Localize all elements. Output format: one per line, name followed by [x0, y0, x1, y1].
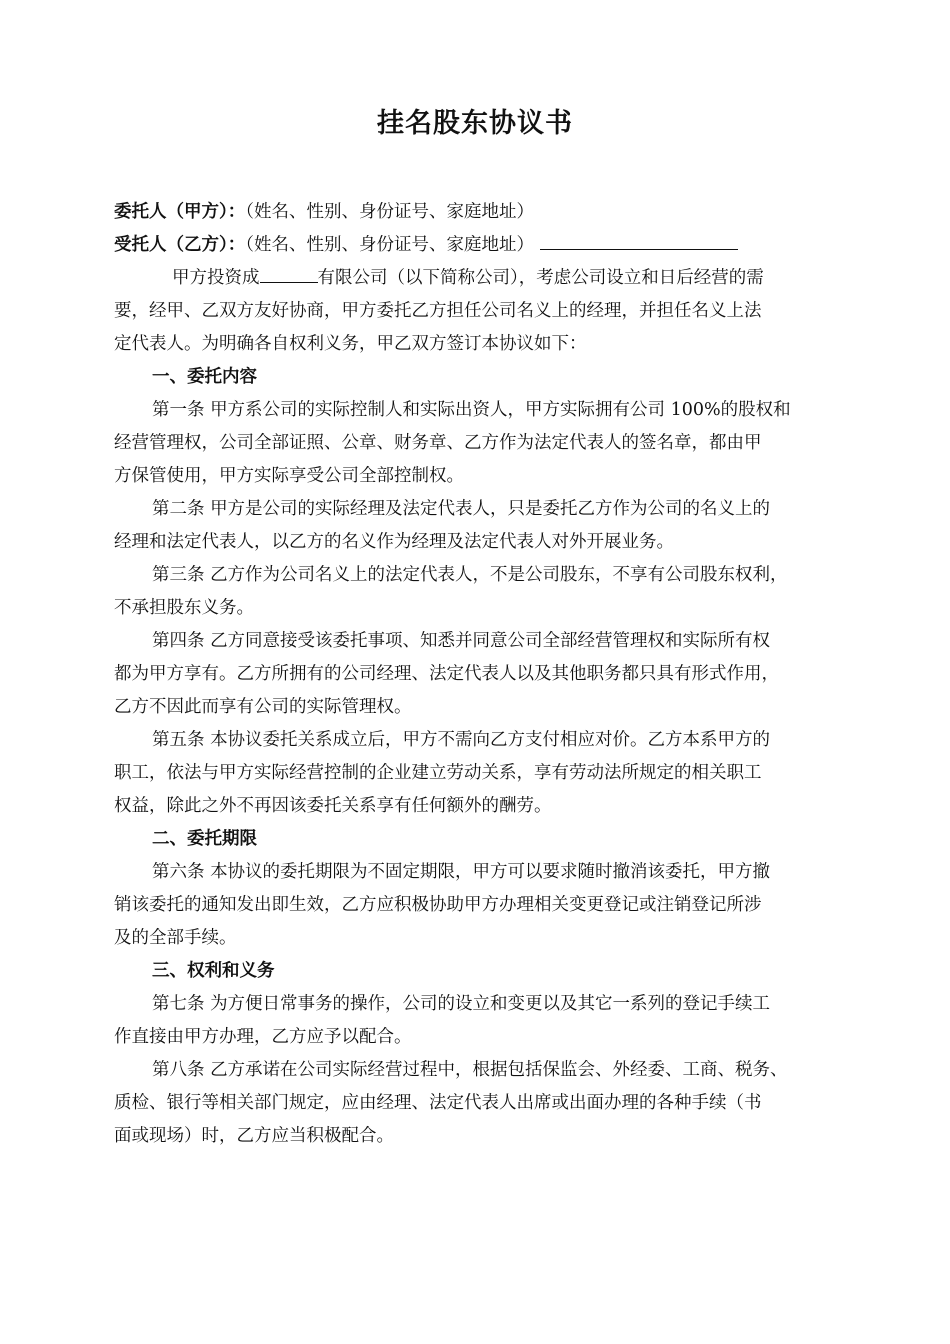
article-5-line: 职工，依法与甲方实际经营控制的企业建立劳动关系，享有劳动法所规定的相关职工: [114, 763, 762, 783]
party-a-detail: （姓名、性别、身份证号、家庭地址）: [245, 202, 534, 222]
article-3-line: 第三条 乙方作为公司名义上的法定代表人，不是公司股东，不享有公司股东权利，: [152, 565, 788, 585]
article-7-line: 作直接由甲方办理，乙方应予以配合。: [114, 1027, 412, 1047]
section-2-heading: 二、委托期限: [152, 829, 257, 849]
party-a-line: [114, 196, 840, 229]
article-2-line: 经理和法定代表人，以乙方的名义作为经理及法定代表人对外开展业务。: [114, 532, 674, 552]
article-8-line: 面或现场）时，乙方应当积极配合。: [114, 1126, 394, 1146]
company-name-blank: [260, 262, 318, 283]
intro-text-1: 甲方投资成: [172, 268, 260, 288]
party-b-detail: （姓名、性别、身份证号、家庭地址）: [245, 235, 534, 255]
article-2-line: 第二条 甲方是公司的实际经理及法定代表人，只是委托乙方作为公司的名义上的: [152, 499, 771, 519]
intro-line-3: 定代表人。为明确各自权利义务，甲乙双方签订本协议如下：: [114, 334, 587, 354]
article-6-line: 销该委托的通知发出即生效，乙方应积极协助甲方办理相关变更登记或注销登记所涉: [114, 895, 762, 915]
article-6-line: 第六条 本协议的委托期限为不固定期限，甲方可以要求随时撤消该委托，甲方撤: [152, 862, 771, 882]
article-4-line: 都为甲方享有。乙方所拥有的公司经理、法定代表人以及其他职务都只具有形式作用，: [114, 664, 779, 684]
article-6-line: 及的全部手续。: [114, 928, 237, 948]
article-4-line: 乙方不因此而享有公司的实际管理权。: [114, 697, 412, 717]
article-1-line: 经营管理权，公司全部证照、公章、财务章、乙方作为法定代表人的签名章，都由甲: [114, 433, 762, 453]
document-body: [114, 196, 840, 1153]
article-3-line: 不承担股东义务。: [114, 598, 254, 618]
article-5-line: 第五条 本协议委托关系成立后，甲方不需向乙方支付相应对价。乙方本系甲方的: [152, 730, 771, 750]
document-title: 挂名股东协议书: [377, 108, 573, 139]
intro-line-1: [114, 262, 840, 295]
section-3-heading: 三、权利和义务: [152, 961, 275, 981]
intro-line-2: 要，经甲、乙双方友好协商，甲方委托乙方担任公司名义上的经理，并担任名义上法: [114, 301, 762, 321]
article-1-line: 方保管使用，甲方实际享受公司全部控制权。: [114, 466, 464, 486]
article-8-line: 第八条 乙方承诺在公司实际经营过程中，根据包括保监会、外经委、工商、税务、: [152, 1060, 788, 1080]
party-a-label: 委托人（甲方）：: [114, 202, 246, 222]
article-4-line: 第四条 乙方同意接受该委托事项、知悉并同意公司全部经营管理权和实际所有权: [152, 631, 771, 651]
article-5-line: 权益，除此之外不再因该委托关系享有任何额外的酬劳。: [114, 796, 552, 816]
article-7-line: 第七条 为方便日常事务的操作，公司的设立和变更以及其它一系列的登记手续工: [152, 994, 771, 1014]
article-8-line: 质检、银行等相关部门规定，应由经理、法定代表人出席或出面办理的各种手续（书: [114, 1093, 762, 1113]
article-1-line: 第一条 甲方系公司的实际控制人和实际出资人，甲方实际拥有公司 100%的股权和: [152, 400, 791, 420]
section-1-heading: 一、委托内容: [152, 367, 257, 387]
party-b-line: [114, 229, 840, 262]
party-b-blank: [540, 229, 738, 250]
intro-text-2: 有限公司（以下简称公司），考虑公司设立和日后经营的需: [317, 268, 764, 288]
party-b-label: 受托人（乙方）：: [114, 235, 246, 255]
